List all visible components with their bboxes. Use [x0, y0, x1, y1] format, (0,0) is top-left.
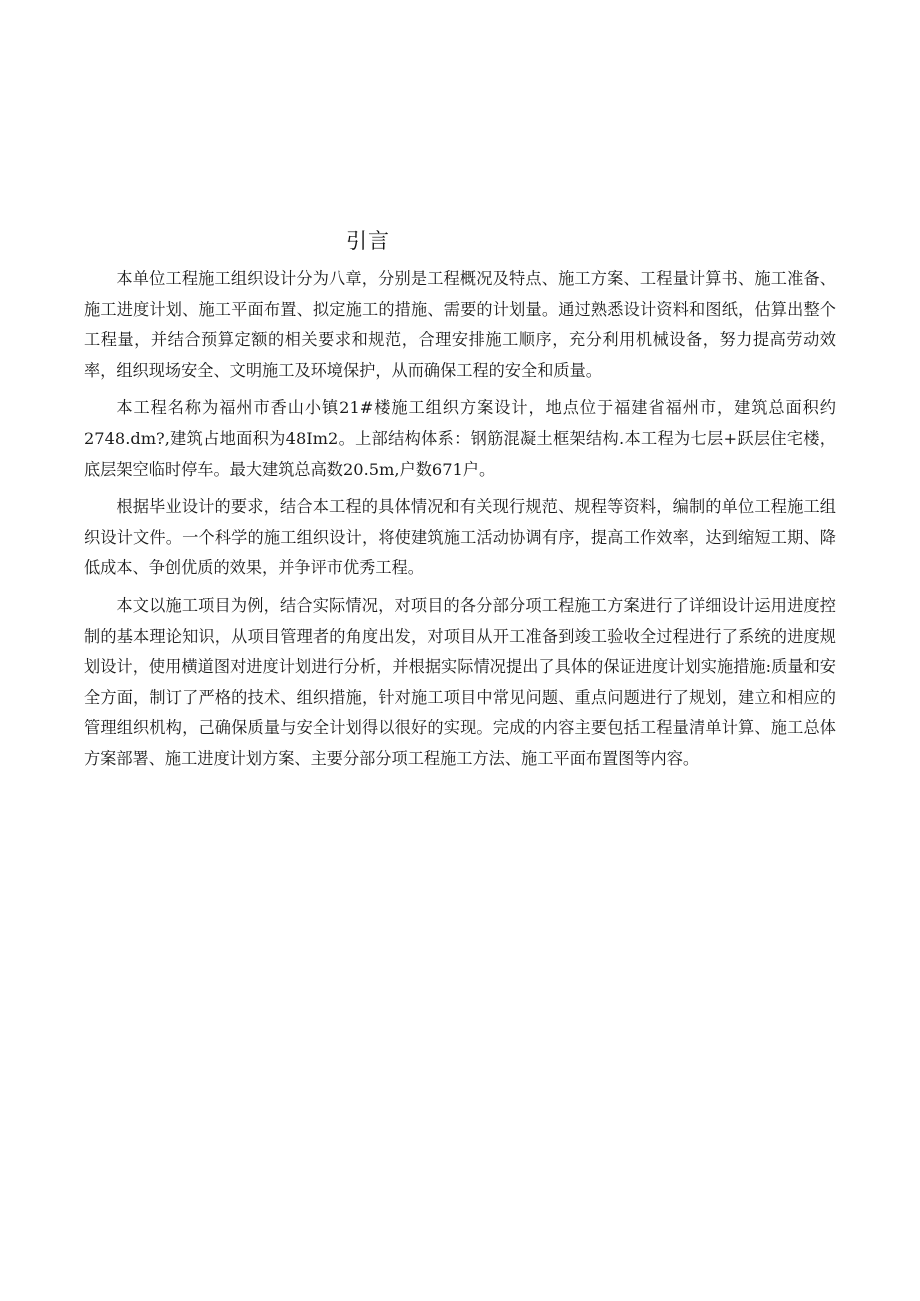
paragraph-summary: 本文以施工项目为例，结合实际情况，对项目的各分部分项工程施工方案进行了详细设计运用进度控制的基本理论知识，从项目管理者的角度出发，对项目从开工准备到竣工验收全过程进行了系统的进度规划设计，使用横道图对进度计划进行分析，并根据实际情况提出了具体的保证进度计划实施措施:质量和安全方面，制订了严格的技术、组织措施，针对施工项目中常见问题、重点问题进行了规划，建立和相应的管理组织机构，己确保质量与安全计划得以很好的实现。完成的内容主要包括工程量清单计算、施工总体方案部署、施工进度计划方案、主要分部分项工程施工方法、施工平面布置图等内容。 [84, 595, 836, 768]
paragraph-project-info: 本工程名称为福州市香山小镇21#楼施工组织方案设计，地点位于福建省福州市，建筑总面积约2748.dm?,建筑占地面积为48Im2。上部结构体系：钢筋混凝土框架结构.本工程为七层+跃层住宅楼，底层架空临时停车。最大建筑总高数20.5m,户数671户。 [84, 398, 836, 479]
document-body [84, 264, 836, 782]
paragraph-overview: 本单位工程施工组织设计分为八章，分别是工程概况及特点、施工方案、工程量计算书、施工准备、施工进度计划、施工平面布置、拟定施工的措施、需要的计划量。通过熟悉设计资料和图纸，估算出整个工程量，并结合预算定额的相关要求和规范，合理安排施工顺序，充分利用机械设备，努力提高劳动效率，组织现场安全、文明施工及环境保护，从而确保工程的安全和质量。 [84, 269, 836, 380]
page-title: 引言 [346, 229, 390, 253]
paragraph-requirements: 根据毕业设计的要求，结合本工程的具体情况和有关现行规范、规程等资料，编制的单位工程施工组织设计文件。一个科学的施工组织设计，将使建筑施工活动协调有序，提高工作效率，达到缩短工期、降低成本、争创优质的效果，并争评市优秀工程。 [84, 497, 836, 578]
